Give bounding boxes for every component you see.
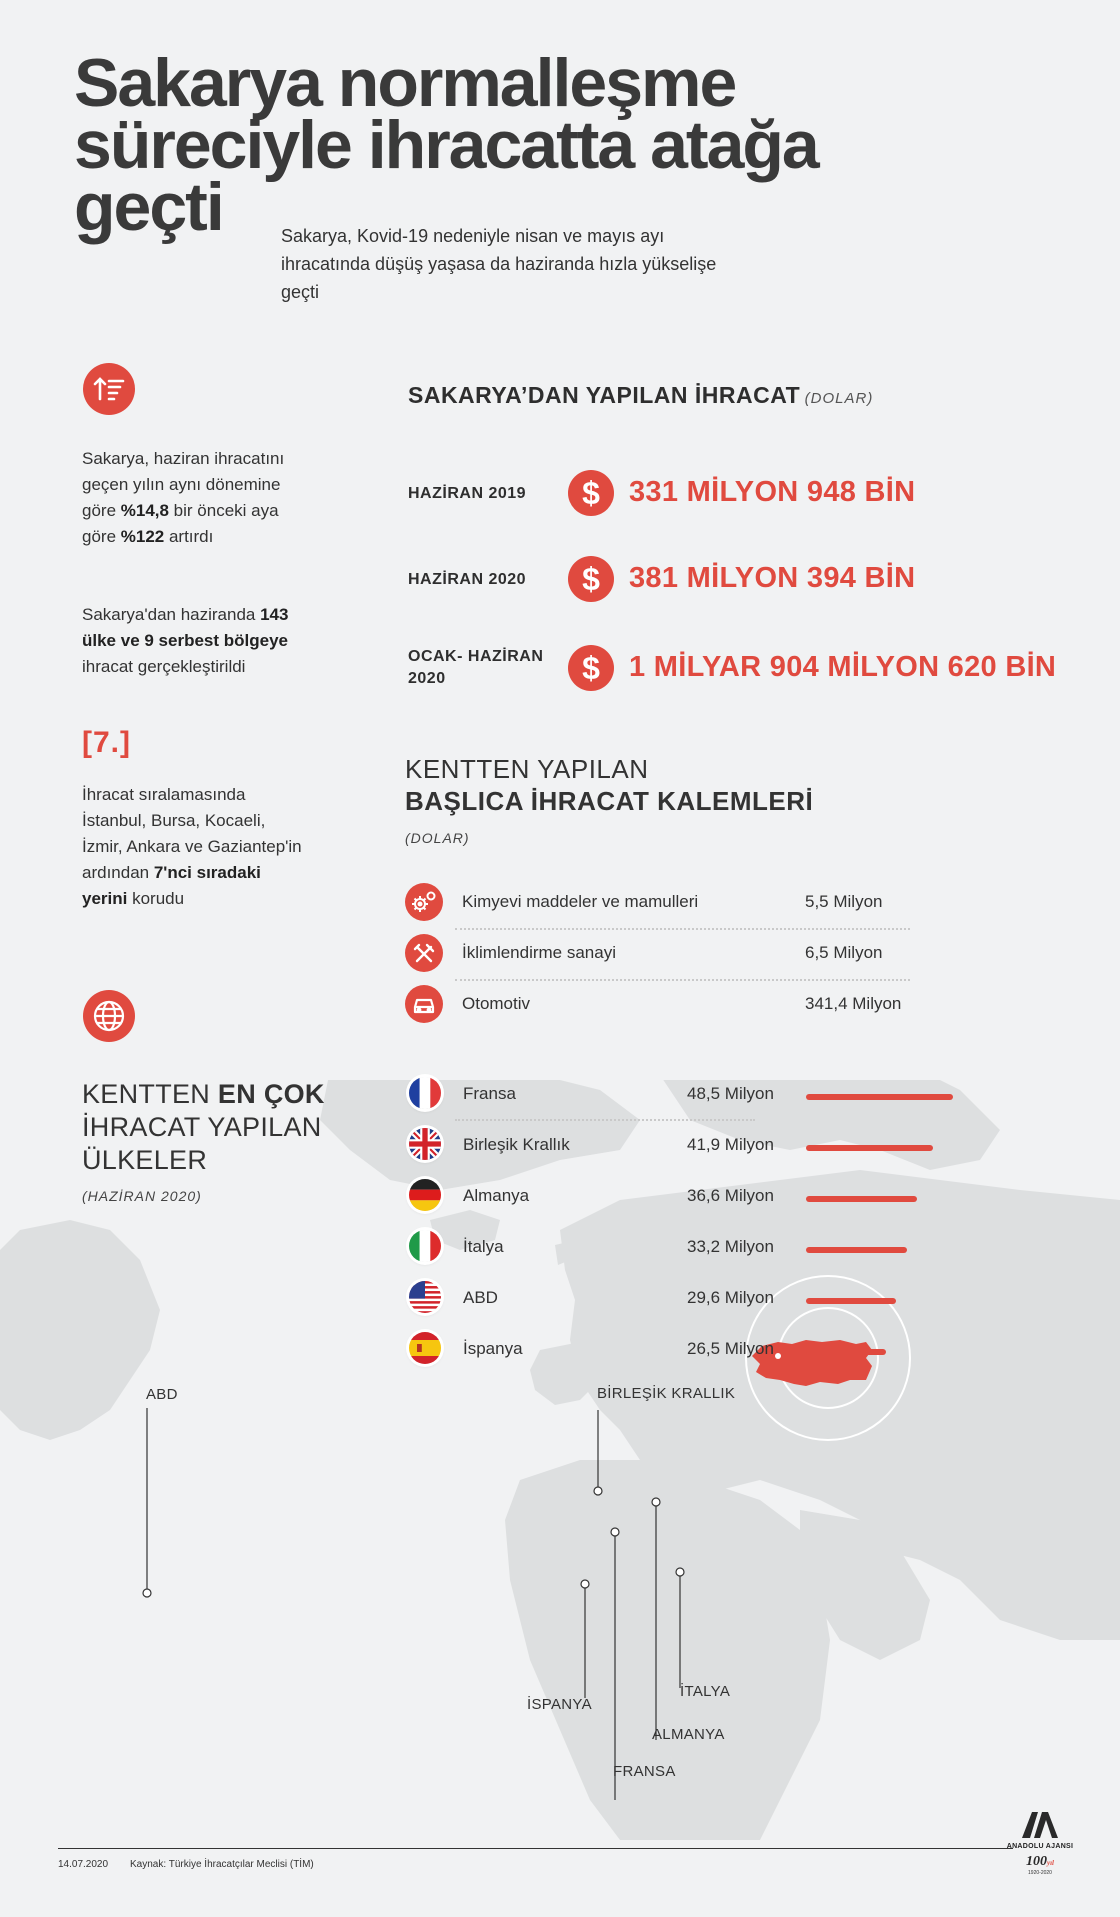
export-value-2: 381 MİLYON 394 BİN (629, 562, 916, 594)
country-name-5: ABD (463, 1288, 498, 1307)
export-heading: SAKARYA’DAN YAPILAN İHRACAT (DOLAR) (408, 382, 874, 408)
item-value-1: 5,5 Milyon (805, 892, 883, 911)
summary-paragraph-2: Sakarya'dan haziranda 143 ülke ve 9 serbest bölgeye ihracat gerçekleştirildi (82, 605, 289, 676)
footer-source: Kaynak: Türkiye İhracatçılar Meclisi (TİM) (130, 1859, 314, 1870)
items-unit: (DOLAR) (405, 830, 470, 846)
anadolu-logo (1005, 1808, 1075, 1876)
summary-paragraph-3: İhracat sıralamasında İstanbul, Bursa, Kocaeli, İzmir, Ankara ve Gaziantep'in ardından 7'nci sıradaki yerini korudu (82, 785, 302, 908)
country-name-6: İspanya (463, 1339, 523, 1358)
dollar-icon: $ (568, 470, 614, 516)
map-label-abd: ABD (146, 1386, 178, 1403)
items-heading-line2: BAŞLICA İHRACAT KALEMLERİ (405, 786, 814, 816)
export-value-1: 331 MİLYON 948 BİN (629, 476, 916, 508)
country-name-3: Almanya (463, 1186, 530, 1205)
subtitle: Sakarya, Kovid-19 nedeniyle nisan ve mayıs ayı ihracatında düşüş yaşasa da haziranda hızla yükselişe geçti (281, 226, 717, 302)
map-label-france: FRANSA (613, 1763, 676, 1780)
country-value-1: 48,5 Milyon (687, 1084, 774, 1103)
countries-heading: KENTTEN EN ÇOK İHRACAT YAPILAN ÜLKELER (82, 1079, 325, 1175)
item-label-3: Otomotiv (462, 994, 531, 1013)
anniversary-years: 1920-2020 (1028, 1870, 1052, 1876)
dollar-icon: $ (568, 556, 614, 602)
item-value-2: 6,5 Milyon (805, 943, 883, 962)
country-value-3: 36,6 Milyon (687, 1186, 774, 1205)
country-value-2: 41,9 Milyon (687, 1135, 774, 1154)
item-value-3: 341,4 Milyon (805, 994, 902, 1013)
map-label-italy: İTALYA (680, 1683, 731, 1700)
country-value-4: 33,2 Milyon (687, 1237, 774, 1256)
footer-date: 14.07.2020 (58, 1859, 109, 1870)
summary-paragraph-1: Sakarya, haziran ihracatını geçen yılın aynı dönemine göre %14,8 bir önceki aya göre %122 artırdı (82, 449, 285, 546)
countries-period: (HAZİRAN 2020) (82, 1188, 202, 1204)
country-value-6: 26,5 Milyon (687, 1339, 774, 1358)
item-label-2: İklimlendirme sanayi (462, 943, 616, 962)
export-label-3: OCAK- HAZİRAN 2020 (408, 648, 544, 687)
item-label-1: Kimyevi maddeler ve mamulleri (462, 892, 699, 911)
page-title: Sakarya normalleşme süreciyle ihracatta atağa geçti (74, 45, 818, 245)
export-label-1: HAZİRAN 2019 (408, 485, 527, 502)
items-heading-line1: KENTTEN YAPILAN (405, 754, 649, 784)
country-name-1: Fransa (463, 1084, 516, 1103)
footer-divider (58, 1848, 1013, 1849)
map-label-uk: BİRLEŞİK KRALLIK (597, 1385, 736, 1402)
logo-text: ANADOLU AJANSI (1006, 1843, 1074, 1850)
country-name-4: İtalya (463, 1237, 504, 1256)
anniversary-mark: 100yıl (1026, 1854, 1054, 1869)
map-label-spain: İSPANYA (527, 1696, 592, 1713)
country-value-5: 29,6 Milyon (687, 1288, 774, 1307)
aa-logo-icon (1020, 1808, 1060, 1840)
map-label-germany: ALMANYA (652, 1726, 725, 1743)
country-name-2: Birleşik Krallık (463, 1135, 570, 1154)
export-label-2: HAZİRAN 2020 (408, 571, 527, 588)
dollar-icon: $ (568, 645, 614, 691)
rank-badge: [7.] (82, 726, 131, 759)
export-value-3: 1 MİLYAR 904 MİLYON 620 BİN (629, 651, 1057, 683)
